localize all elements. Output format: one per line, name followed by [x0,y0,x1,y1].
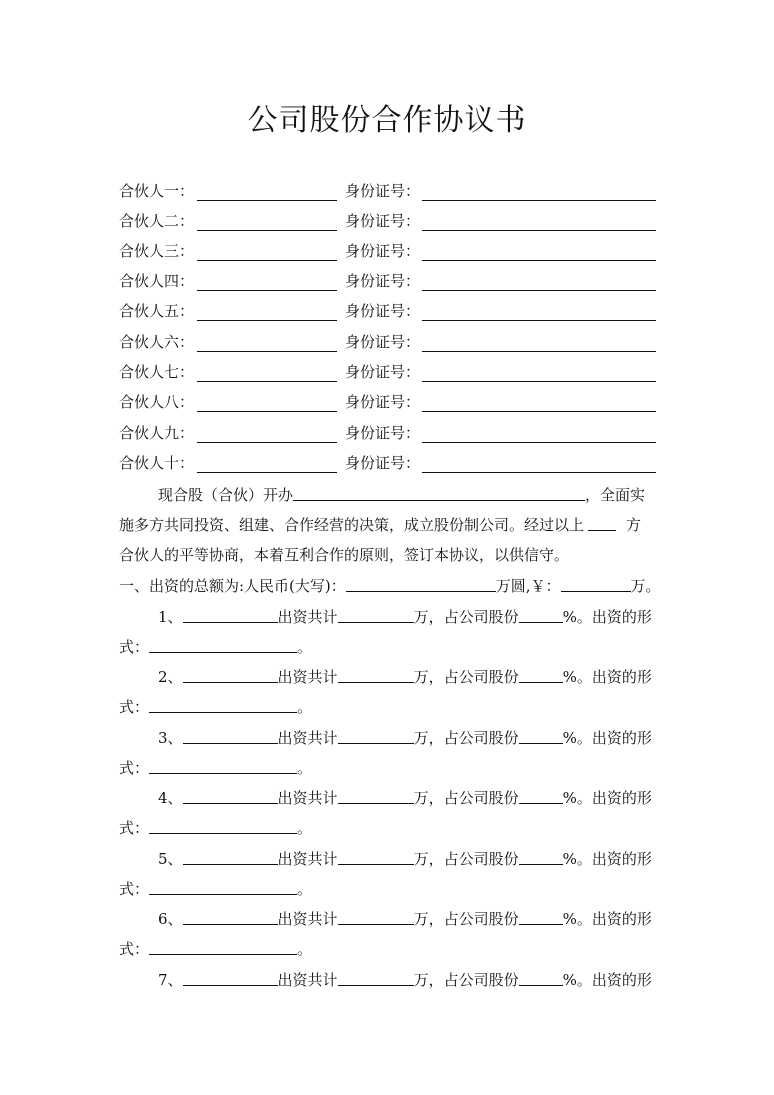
partner-name-blank[interactable] [197,304,337,321]
share-percent-blank[interactable] [519,662,563,683]
contribution-5-form [119,874,659,904]
contribution-text: 万，占公司股份 [413,971,519,989]
share-percent-blank[interactable] [519,844,563,865]
contribution-1-form [119,632,659,662]
contributor-blank[interactable] [183,723,278,744]
share-percent-blank[interactable] [519,904,563,925]
partner-row-9 [119,418,679,448]
section-1-heading [119,571,659,601]
contribution-5 [158,844,698,874]
contribution-number: 7、 [158,971,183,989]
form-end: 。 [297,698,313,716]
partner-name-blank[interactable] [197,244,337,261]
contribution-6-form [119,934,659,964]
contribution-text: 出资共计 [277,789,338,807]
id-number-blank[interactable] [422,395,656,412]
id-label: 身份证号： [345,302,421,320]
contribution-number: 6、 [158,910,183,928]
intro-text: 方 [626,516,642,534]
form-label: 式： [119,940,150,958]
id-label: 身份证号： [345,272,421,290]
contribution-6 [158,904,698,934]
contribution-text: 万，占公司股份 [413,729,519,747]
id-number-blank[interactable] [422,274,656,291]
contribution-2 [158,662,698,692]
contribution-number: 5、 [158,850,183,868]
contribution-4 [158,783,698,813]
amount-blank[interactable] [338,662,414,683]
id-number-blank[interactable] [422,335,656,352]
contribution-text: 出资共计 [277,910,338,928]
partner-row-3 [119,236,679,266]
contribution-3 [158,723,698,753]
intro-line-3 [119,540,659,570]
amount-blank[interactable] [338,723,414,744]
partner-row-5 [119,296,679,326]
partner-name-blank[interactable] [197,184,337,201]
intro-line-1 [158,480,698,510]
business-name-blank[interactable] [293,480,585,501]
form-blank[interactable] [149,753,297,774]
intro-line-2 [119,510,659,540]
intro-text: 施多方共同投资、组建、合作经营的决策，成立股份制公司。经过以上 [119,516,585,534]
partner-name-blank[interactable] [197,426,337,443]
intro-text: 现合股（合伙）开办 [158,486,294,504]
amount-blank[interactable] [338,602,414,623]
id-label: 身份证号： [345,424,421,442]
contribution-text: %。出资的形 [562,608,652,626]
partner-label: 合伙人十： [119,454,195,472]
partner-label: 合伙人二： [119,212,195,230]
id-label: 身份证号： [345,182,421,200]
partner-row-4 [119,266,679,296]
contribution-text: 万，占公司股份 [413,789,519,807]
contributor-blank[interactable] [183,844,278,865]
contribution-7 [158,965,698,995]
contribution-text: 万，占公司股份 [413,850,519,868]
id-number-blank[interactable] [422,456,656,473]
partner-row-8 [119,387,679,417]
form-label: 式： [119,638,150,656]
contribution-text: %。出资的形 [562,729,652,747]
id-label: 身份证号： [345,393,421,411]
contribution-text: 万，占公司股份 [413,910,519,928]
intro-text: ，全面实 [585,486,646,504]
form-blank[interactable] [149,632,297,653]
form-label: 式： [119,698,150,716]
amount-blank[interactable] [338,904,414,925]
contributor-blank[interactable] [183,662,278,683]
contribution-number: 2、 [158,668,183,686]
contribution-text: 万，占公司股份 [413,668,519,686]
partner-label: 合伙人四： [119,272,195,290]
contributor-blank[interactable] [183,602,278,623]
form-blank[interactable] [149,934,297,955]
total-amount-words-blank[interactable] [346,571,496,592]
share-percent-blank[interactable] [519,965,563,986]
partner-name-blank[interactable] [197,395,337,412]
contribution-number: 3、 [158,729,183,747]
contribution-text: %。出资的形 [562,850,652,868]
partner-label: 合伙人三： [119,242,195,260]
contribution-text: 出资共计 [277,668,338,686]
share-percent-blank[interactable] [519,783,563,804]
section-text: 一、出资的总额为:人民币(大写)： [119,577,346,595]
section-text: 万圆,￥： [495,577,561,595]
contribution-text: 万，占公司股份 [413,608,519,626]
contributor-blank[interactable] [183,783,278,804]
partner-name-blank[interactable] [197,274,337,291]
contribution-3-form [119,753,659,783]
form-blank[interactable] [149,813,297,834]
contribution-number: 1、 [158,608,183,626]
intro-text: 合伙人的平等协商，本着互利合作的原则，签订本协议，以供信守。 [119,546,570,564]
partner-row-6 [119,327,679,357]
partner-name-blank[interactable] [197,365,337,382]
contribution-text: 出资共计 [277,729,338,747]
id-number-blank[interactable] [422,244,656,261]
contribution-text: %。出资的形 [562,910,652,928]
id-label: 身份证号： [345,242,421,260]
id-number-blank[interactable] [422,426,656,443]
form-blank[interactable] [149,692,297,713]
partner-label: 合伙人八： [119,393,195,411]
partner-label: 合伙人九： [119,424,195,442]
contribution-text: %。出资的形 [562,668,652,686]
form-label: 式： [119,819,150,837]
partner-row-1 [119,176,679,206]
contribution-number: 4、 [158,789,183,807]
contribution-1 [158,602,698,632]
form-end: 。 [297,638,313,656]
id-label: 身份证号： [345,333,421,351]
contribution-text: 出资共计 [277,608,338,626]
contribution-text: 出资共计 [277,971,338,989]
amount-blank[interactable] [338,965,414,986]
form-end: 。 [297,880,313,898]
partner-row-7 [119,357,679,387]
contributor-blank[interactable] [183,904,278,925]
id-number-blank[interactable] [422,304,656,321]
party-count-blank[interactable] [588,510,616,531]
partner-row-10 [119,448,679,478]
partner-label: 合伙人五： [119,302,195,320]
amount-blank[interactable] [338,844,414,865]
form-label: 式： [119,880,150,898]
id-number-blank[interactable] [422,184,656,201]
partner-name-blank[interactable] [197,214,337,231]
section-text: 万。 [630,577,661,595]
contribution-text: %。出资的形 [562,789,652,807]
form-label: 式： [119,759,150,777]
form-blank[interactable] [149,874,297,895]
id-label: 身份证号： [345,212,421,230]
contribution-text: 出资共计 [277,850,338,868]
id-label: 身份证号： [345,454,421,472]
amount-blank[interactable] [338,783,414,804]
share-percent-blank[interactable] [519,723,563,744]
contribution-4-form [119,813,659,843]
id-number-blank[interactable] [422,214,656,231]
form-end: 。 [297,819,313,837]
partner-label: 合伙人六： [119,333,195,351]
partner-name-blank[interactable] [197,456,337,473]
contributor-blank[interactable] [183,965,278,986]
total-amount-number-blank[interactable] [561,571,631,592]
form-end: 。 [297,940,313,958]
contribution-text: %。出资的形 [562,971,652,989]
share-percent-blank[interactable] [519,602,563,623]
id-label: 身份证号： [345,363,421,381]
form-end: 。 [297,759,313,777]
partner-row-2 [119,206,679,236]
contribution-2-form [119,692,659,722]
partner-label: 合伙人七： [119,363,195,381]
document-title: 公司股份合作协议书 [247,103,527,138]
partner-label: 合伙人一： [119,182,195,200]
partner-name-blank[interactable] [197,335,337,352]
id-number-blank[interactable] [422,365,656,382]
